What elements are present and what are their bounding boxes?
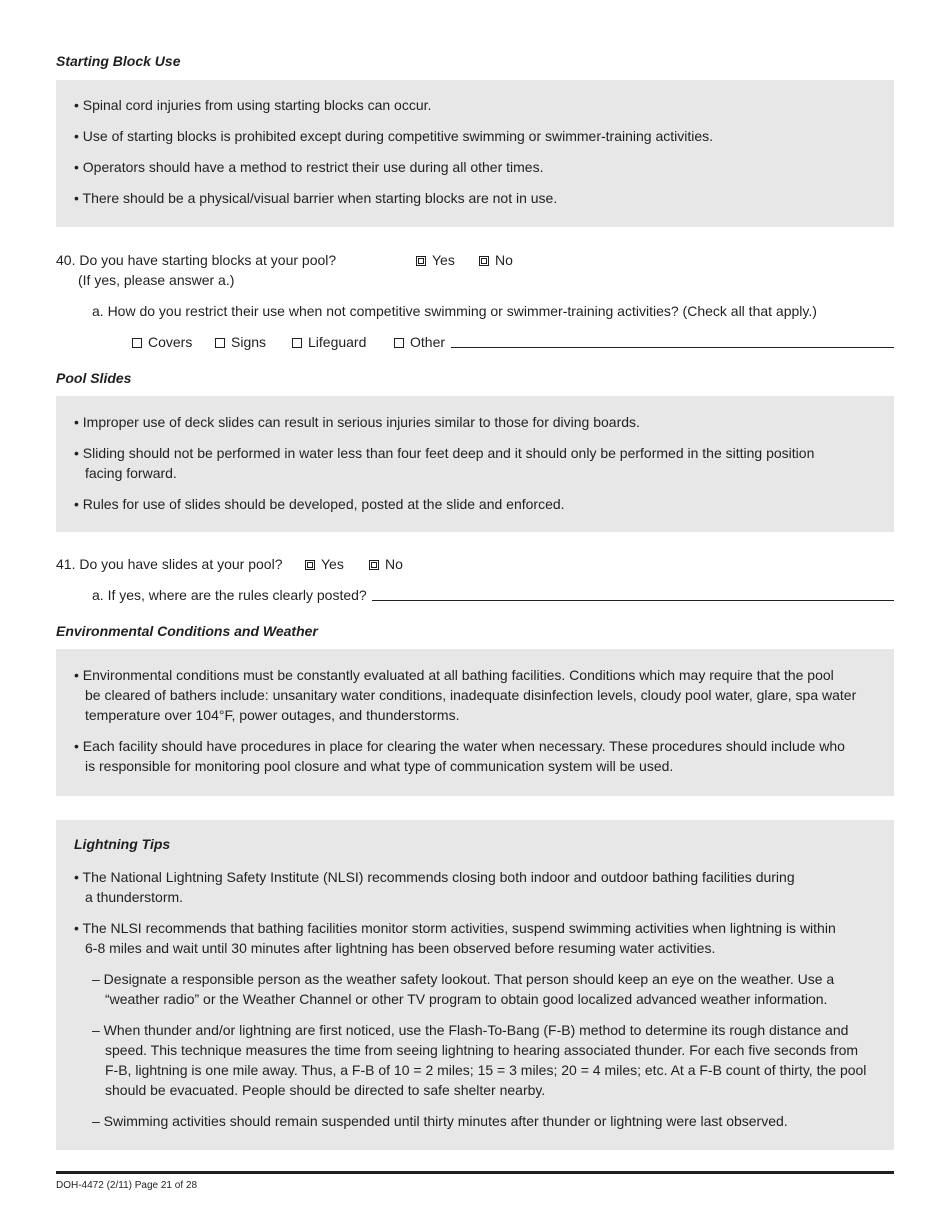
info-bullet-continuation: temperature over 104°F, power outages, and thunderstorms. xyxy=(85,707,460,723)
q40a-other-option[interactable] xyxy=(394,332,445,352)
q40-no-option[interactable] xyxy=(479,250,513,270)
info-dash-item: – When thunder and/or lightning are first noticed, use the Flash-To-Bang (F-B) method to determine its rough distance and xyxy=(92,1022,849,1038)
q41-no-checkbox[interactable] xyxy=(369,560,379,570)
q40a-lifeguard-label: Lifeguard xyxy=(308,334,367,350)
q40a-covers-label: Covers xyxy=(148,334,193,350)
q40-no-label: No xyxy=(495,252,513,268)
section-heading-starting-blocks: Starting Block Use xyxy=(56,53,181,69)
q40a-signs-checkbox[interactable] xyxy=(215,338,225,348)
info-bullet-continuation: 6-8 miles and wait until 30 minutes after lightning has been observed before resuming water activities. xyxy=(85,940,716,956)
info-dash-continuation: “weather radio” or the Weather Channel or other TV program to obtain good localized advanced weather information. xyxy=(105,991,828,1007)
q40a-other-checkbox[interactable] xyxy=(394,338,404,348)
q40-no-checkbox[interactable] xyxy=(479,256,489,266)
q40a-other-label: Other xyxy=(410,334,446,350)
info-bullet: • Sliding should not be performed in water less than four feet deep and it should only be performed in the sitting position xyxy=(74,445,815,461)
info-bullet: • Use of starting blocks is prohibited except during competitive swimming or swimmer-training activities. xyxy=(74,128,714,144)
q40a-covers-option[interactable] xyxy=(132,332,192,352)
question-40a: a. How do you restrict their use when not competitive swimming or swimmer-training activities? (Check all that apply.) xyxy=(92,303,817,319)
q41-no-label: No xyxy=(385,556,403,572)
lightning-tips-box xyxy=(56,820,894,1150)
question-40-note: (If yes, please answer a.) xyxy=(78,272,235,288)
info-bullet: • Rules for use of slides should be developed, posted at the slide and enforced. xyxy=(74,496,565,512)
section-heading-environment: Environmental Conditions and Weather xyxy=(56,623,318,639)
starting-blocks-info-box xyxy=(56,80,894,227)
info-bullet-continuation: be cleared of bathers include: unsanitary water conditions, inadequate disinfection levels, cloudy pool water, glare, spa water xyxy=(85,687,857,703)
q41-yes-label: Yes xyxy=(321,556,344,572)
q40a-signs-option[interactable] xyxy=(215,332,266,352)
info-bullet-continuation: is responsible for monitoring pool closure and what type of communication system will be used. xyxy=(85,758,674,774)
info-bullet-continuation: a thunderstorm. xyxy=(85,889,184,905)
q40a-lifeguard-checkbox[interactable] xyxy=(292,338,302,348)
q40a-signs-label: Signs xyxy=(231,334,267,350)
question-40: 40. Do you have starting blocks at your pool? xyxy=(56,252,337,268)
q41-yes-option[interactable] xyxy=(305,554,344,574)
info-bullet: • The NLSI recommends that bathing facilities monitor storm activities, suspend swimming activities when lightning is within xyxy=(74,920,836,936)
info-bullet: • Spinal cord injuries from using starting blocks can occur. xyxy=(74,97,432,113)
info-bullet-continuation: facing forward. xyxy=(85,465,177,481)
footer-rule xyxy=(56,1171,894,1174)
q40a-lifeguard-option[interactable] xyxy=(292,332,366,352)
info-dash-continuation: should be evacuated. People should be directed to safe shelter nearby. xyxy=(105,1082,546,1098)
info-bullet: • Each facility should have procedures in place for clearing the water when necessary. These procedures should include who xyxy=(74,738,845,754)
pool-slides-info-box xyxy=(56,396,894,532)
section-heading-pool-slides: Pool Slides xyxy=(56,370,132,386)
info-bullet: • Improper use of deck slides can result in serious injuries similar to those for diving boards. xyxy=(74,414,640,430)
lightning-tips-heading: Lightning Tips xyxy=(74,836,171,852)
q40a-other-input[interactable] xyxy=(451,347,894,348)
info-dash-continuation: speed. This technique measures the time from seeing lightning to hearing associated thunder. For each five seconds from xyxy=(105,1042,859,1058)
q41a-answer-input[interactable] xyxy=(372,600,894,601)
info-dash-item: – Designate a responsible person as the weather safety lookout. That person should keep an eye on the weather. Use a xyxy=(92,971,835,987)
q40a-covers-checkbox[interactable] xyxy=(132,338,142,348)
q41-yes-checkbox[interactable] xyxy=(305,560,315,570)
info-bullet: • The National Lightning Safety Institute (NLSI) recommends closing both indoor and outdoor bathing facilities during xyxy=(74,869,795,885)
info-dash-item: – Swimming activities should remain suspended until thirty minutes after thunder or lightning were last observed. xyxy=(92,1113,788,1129)
info-bullet: • Environmental conditions must be constantly evaluated at all bathing facilities. Conditions which may require that the pool xyxy=(74,667,834,683)
info-dash-continuation: F-B, lightning is one mile away. Thus, a F-B of 10 = 2 miles; 15 = 3 miles; 20 = 4 miles; etc. At a F-B count of thirty, the pool xyxy=(105,1062,867,1078)
question-41a: a. If yes, where are the rules clearly posted? xyxy=(92,587,367,603)
info-bullet: • Operators should have a method to restrict their use during all other times. xyxy=(74,159,544,175)
q41-no-option[interactable] xyxy=(369,554,403,574)
environment-info-box xyxy=(56,649,894,796)
q40-yes-label: Yes xyxy=(432,252,455,268)
question-41: 41. Do you have slides at your pool? xyxy=(56,556,283,572)
q40-yes-checkbox[interactable] xyxy=(416,256,426,266)
info-bullet: • There should be a physical/visual barrier when starting blocks are not in use. xyxy=(74,190,558,206)
q40-yes-option[interactable] xyxy=(416,250,455,270)
page-footer: DOH-4472 (2/11) Page 21 of 28 xyxy=(56,1180,198,1191)
